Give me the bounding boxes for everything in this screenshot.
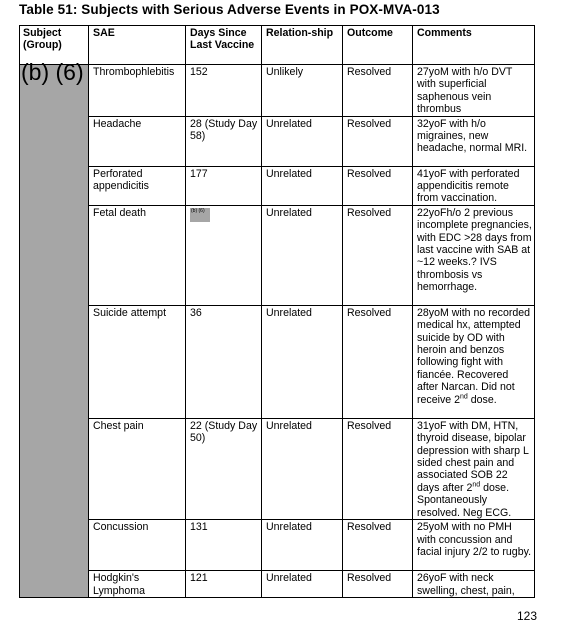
comments-text-end: dose. [467,393,497,406]
days-cell: 28 (Study Day 58) [186,116,262,166]
days-cell: 22 (Study Day 50) [186,418,262,519]
relationship-cell: Unrelated [262,116,343,166]
sae-cell: Fetal death [89,205,186,305]
outcome-cell: Resolved [343,166,413,205]
col-header-comments: Comments [413,26,535,65]
days-cell: 121 [186,571,262,598]
outcome-cell: Resolved [343,418,413,519]
relationship-cell: Unrelated [262,571,343,598]
sae-cell: Headache [89,116,186,166]
subject-redaction [20,59,89,598]
comments-cell: 27yoM with h/o DVT with superficial saphenous vein thrombus [413,65,535,117]
table-row [20,116,535,166]
sae-cell: Chest pain [89,418,186,519]
days-cell [186,205,262,305]
table-row [20,571,535,598]
table-title: Table 51: Subjects with Serious Adverse Events in POX-MVA-013 [19,2,440,17]
table-row [20,205,535,305]
days-redaction: (b) (6) [190,208,210,222]
comments-cell: 41yoF with perforated appendicitis remote from vaccination. [413,166,535,205]
outcome-cell: Resolved [343,305,413,418]
comments-text-end: dose. Spontaneously resolved. Neg ECG. [417,481,512,519]
sae-cell: Hodgkin's Lymphoma [89,571,186,598]
col-header-relationship: Relation-ship [262,26,343,65]
comments-text: 31yoF with DM, HTN, thyroid disease, bipolar depression with sharp L sided chest pain and associated SOB 22 days after 2 [417,419,529,494]
page-number: 123 [517,609,538,623]
outcome-cell: Resolved [343,116,413,166]
table-row [20,65,535,117]
sae-cell: Concussion [89,520,186,571]
days-cell: 36 [186,305,262,418]
table-row [20,166,535,205]
comments-cell [413,418,535,519]
ordinal-suffix: nd [460,393,468,401]
outcome-cell: Resolved [343,520,413,571]
comments-cell: 26yoF with neck swelling, chest, pain, [413,571,535,598]
sae-table [19,25,535,598]
outcome-cell: Resolved [343,571,413,598]
days-cell: 177 [186,166,262,205]
table-row [20,418,535,519]
relationship-cell: Unlikely [262,65,343,117]
comments-cell [413,305,535,418]
redaction-label: (b) (6) [21,59,84,85]
comments-cell: 25yoM with no PMH with concussion and facial injury 2/2 to rugby. [413,520,535,571]
relationship-cell: Unrelated [262,418,343,519]
days-cell: 152 [186,65,262,117]
col-header-subject: Subject (Group) [20,26,89,65]
col-header-sae: SAE [89,26,186,65]
col-header-days: Days Since Last Vaccine [186,26,262,65]
outcome-cell: Resolved [343,65,413,117]
relationship-cell: Unrelated [262,205,343,305]
sae-cell: Perforated appendicitis [89,166,186,205]
relationship-cell: Unrelated [262,166,343,205]
ordinal-suffix: nd [472,481,481,489]
comments-cell: 22yoFh/o 2 previous incomplete pregnancies, with EDC >28 days from last vaccine with SAB at ~12 weeks.? IVS thrombosis vs hemorrhage. [413,205,535,305]
relationship-cell: Unrelated [262,305,343,418]
sae-cell: Thrombophlebitis [89,65,186,117]
days-cell: 131 [186,520,262,571]
comments-cell: 32yoF with h/o migraines, new headache, normal MRI. [413,116,535,166]
table-row [20,520,535,571]
header-row [20,26,535,65]
col-header-outcome: Outcome [343,26,413,65]
sae-cell: Suicide attempt [89,305,186,418]
outcome-cell: Resolved [343,205,413,305]
table-row [20,305,535,418]
relationship-cell: Unrelated [262,520,343,571]
comments-text: 28yoM with no recorded medical hx, attempted suicide by OD with heroin and benzos following fight with fiancée. Recovered after Narcan. Did not receive 2 [417,306,531,406]
